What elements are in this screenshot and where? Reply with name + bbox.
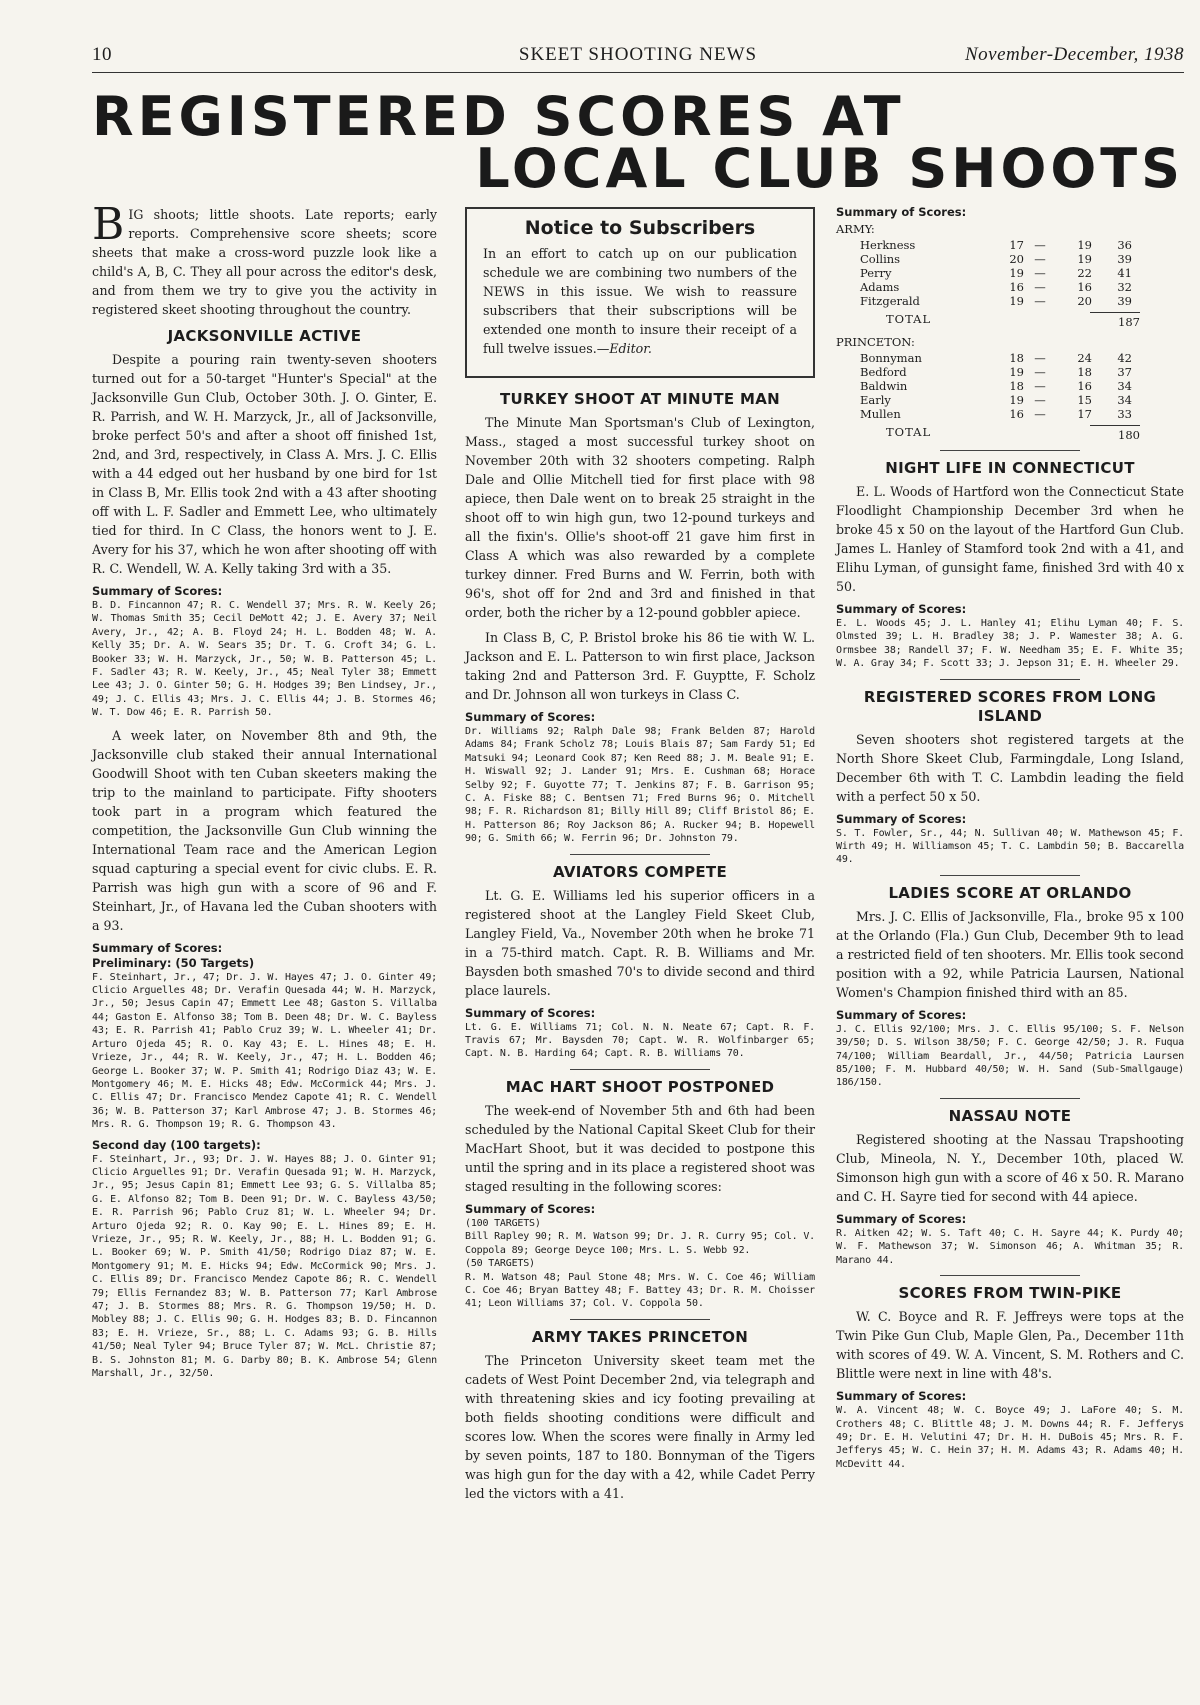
- second-score: 16: [1077, 379, 1092, 393]
- table-row: [836, 280, 1184, 294]
- notice-box: [465, 207, 815, 378]
- army-team-label: ARMY:: [836, 222, 875, 236]
- table-row: [836, 393, 1184, 407]
- section-divider: [940, 450, 1080, 451]
- jacksonville-summary-label: Summary of Scores:: [92, 584, 223, 598]
- turkey-p2: In Class B, C, P. Bristol broke his 86 tie with W. L. Jackson and E. L. Patterson to win first place, Jackson taking 2nd and Patterson 3rd. F. Guyptte, F. Scholz and Dr. Johnson all won turkeys in Class C.: [465, 630, 815, 702]
- headline-line-2: LOCAL CLUB SHOOTS: [475, 137, 1184, 200]
- dash: —: [1034, 379, 1046, 393]
- total-score: 39: [1117, 252, 1132, 266]
- army-summary-label: Summary of Scores:: [836, 205, 967, 219]
- night-summary: E. L. Woods 45; J. L. Hanley 41; Elihu Lyman 40; F. S. Olmsted 39; L. H. Bradley 38; J. P. Wamester 38; A. G. Ormsbee 38; Randell 37; F. W. Needham 35; E. F. White 35; W. A. Gray 34; F. Scott 33; J. Jepson 31; E. H. Wheeler 29.: [836, 618, 1184, 670]
- table-row: [836, 294, 1184, 308]
- total-score: 39: [1117, 294, 1132, 308]
- total-score: 33: [1117, 407, 1132, 421]
- jacksonville-p1: Despite a pouring rain twenty-seven shooters turned out for a 50-target "Hunter's Special" at the Jacksonville Gun Club, October 30th. J. O. Ginter, E. R. Parrish, and W. H. Marzyck, Jr., all of Jacksonville, broke perfect 50's and after a shoot off finished 1st, 2nd, and 3rd, respectively, in Class A. Mrs. J. C. Ellis with a 44 edged out her husband by one bird for 1st in Class B, Mr. Ellis took 2nd with a 43 after shooting off with L. F. Sadler and Emmett Lee, who ultimately tied for third. In C Class, the honors went to J. E. Avery for his 37, which he won after shooting off with R. C. Wendell, W. A. Kelly taking 3rd with a 35.: [92, 352, 437, 576]
- table-row: [836, 266, 1184, 280]
- turkey-summary-label: Summary of Scores:: [465, 710, 596, 724]
- machart-group1: Bill Rapley 90; R. M. Watson 99; Dr. J. R. Curry 95; Col. V. Coppola 89; George Deyce 100; Mrs. L. S. Webb 92.: [465, 1231, 815, 1256]
- machart-group2: R. M. Watson 48; Paul Stone 48; Mrs. W. C. Coe 46; William C. Coe 46; Bryan Battey 48; F. Battey 43; Dr. R. M. Choisser 41; Leon Williams 37; Col. V. Coppola 50.: [465, 1271, 815, 1310]
- aviators-heading: AVIATORS COMPETE: [553, 862, 727, 881]
- army-rows: [836, 238, 1184, 308]
- intro-paragraph: BIG shoots; little shoots. Late reports; early reports. Comprehensive score sheets; score sheets that make a cross-word puzzle look like a child's A, B, C. They all pour across the editor's desk, and from them we try to give you the activity in registered skeet shooting throughout the country.: [92, 199, 437, 317]
- machart-heading: MAC HART SHOOT POSTPONED: [505, 1077, 775, 1096]
- longisland-p1: Seven shooters shot registered targets at the North Shore Skeet Club, Farmingdale, Long Island, December 6th with T. C. Lambdin leading the field with a perfect 50 x 50.: [836, 731, 1184, 804]
- longisland-summary: S. T. Fowler, Sr., 44; N. Sullivan 40; W. Mathewson 45; F. Wirth 49; H. Williamson 45; T. C. Lambdin 50; B. Baccarella 49.: [836, 827, 1184, 866]
- drop-cap: B: [92, 199, 125, 250]
- total-score: 36: [1117, 238, 1132, 252]
- princeton-rows: [836, 351, 1184, 421]
- twinpike-summary: W. A. Vincent 48; W. C. Boyce 49; J. LaFore 40; S. M. Crothers 48; C. Blittle 48; J. M. Downs 44; R. F. Jefferys 49; Dr. E. H. Velutini 47; Dr. H. H. DuBois 45; Mrs. R. F. Jefferys 45; W. C. Hein 37; H. M. Adams 43; R. Adams 40; H. McDevitt 44.: [836, 1405, 1184, 1470]
- publication-name: SKEET SHOOTING NEWS: [518, 44, 758, 65]
- night-p1: E. L. Woods of Hartford won the Connecticut State Floodlight Championship December 3rd when he broke 45 x 50 on the layout of the Hartford Gun Club. James L. Hanley of Stamford took 2nd with a 41, and Elihu Lyman, of gunsight fame, finished 3rd with 40 x 50.: [836, 484, 1184, 594]
- dash: —: [1034, 280, 1046, 294]
- dash: —: [1034, 294, 1046, 308]
- column-2: [465, 205, 815, 1509]
- notice-title: Notice to Subscribers: [524, 217, 756, 239]
- aviators-summary-label: Summary of Scores:: [465, 1005, 596, 1020]
- shooter-name: Bonnyman: [860, 351, 922, 365]
- first-score: 18: [1009, 379, 1024, 393]
- table-row: [836, 379, 1184, 393]
- section-divider: [570, 1319, 710, 1320]
- jacksonville-heading: JACKSONVILLE ACTIVE: [167, 327, 362, 345]
- column-3: [836, 205, 1184, 1477]
- aviators-summary: Lt. G. E. Williams 71; Col. N. N. Neate 67; Capt. R. F. Travis 67; Mr. Baysden 70; Capt. W. R. Wolfinbarger 65; Capt. N. B. Harding 64; Capt. R. B. Williams 70.: [465, 1021, 815, 1060]
- table-row: [836, 238, 1184, 252]
- dash: —: [1034, 351, 1046, 365]
- army-princeton-table: [836, 222, 1184, 442]
- second-score: 18: [1077, 365, 1092, 379]
- turkey-summary: Dr. Williams 92; Ralph Dale 98; Frank Belden 87; Harold Adams 84; Frank Scholz 78; Louis Blais 87; Sam Fardy 51; Ed Matsuki 94; Leonard Cook 87; Ken Reed 88; J. M. Beale 91; E. H. Wiswall 92; J. Lander 91; Mrs. E. Cushman 68; Horace Selby 92; F. Guyotte 77; T. Jenkins 87; F. B. Garrison 95; C. A. Fiske 88; C. Bentsen 71; Fred Burns 96; O. Mitchell 98; F. R. Richardson 81; Billy Hill 89; Cliff Bristol 86; E. H. Patterson 86; Roy Jackson 86; A. Rucker 94; B. Hopewell 90; G. Smith 66; W. Ferrin 96; Dr. Johnston 79.: [465, 726, 815, 845]
- total-score: 34: [1117, 379, 1132, 393]
- total-score: 37: [1117, 365, 1132, 379]
- army-total: 187: [1090, 312, 1140, 329]
- first-score: 19: [1009, 365, 1024, 379]
- shooter-name: Mullen: [860, 407, 901, 421]
- jacksonville-p2: A week later, on November 8th and 9th, the Jacksonville club staked their annual International Goodwill Shoot with ten Cuban skeeters making the trip to the mainland to participate. Fifty shooters took part in a program which featured the competition, the Jacksonville Gun Club winning the International Team race and the American Legion squad capturing a special event for civic clubs. E. R. Parrish was high gun with a score of 96 and F. Steinhart, Jr., of Havana led the Cuban shooters with a 93.: [92, 727, 437, 933]
- dash: —: [1034, 393, 1046, 407]
- second-score: 19: [1077, 252, 1092, 266]
- turkey-heading: TURKEY SHOOT AT MINUTE MAN: [500, 390, 780, 408]
- dash: —: [1034, 266, 1046, 280]
- total-score: 34: [1117, 393, 1132, 407]
- ladies-summary: J. C. Ellis 92/100; Mrs. J. C. Ellis 95/100; S. F. Nelson 39/50; D. S. Wilson 38/50; F. C. George 42/50; J. R. Fuqua 74/100; William Beardall, Jr., 44/50; Patricia Laursen 85/100; F. M. Hubbard 40/50; W. H. Sand (Sub-Smallgauge) 186/150.: [836, 1023, 1184, 1089]
- second-day-label: Second day (100 targets):: [92, 1137, 261, 1152]
- table-row: [836, 351, 1184, 365]
- first-score: 16: [1009, 407, 1024, 421]
- section-divider: [940, 1275, 1080, 1276]
- section-divider: [940, 679, 1080, 680]
- notice-text: In an effort to catch up on our publication schedule we are combining two numbers of the NEWS in this issue. We wish to reassure subscribers that their subscriptions will be extended one month to insure their receipt of a full twelve issues.—Editor.: [483, 246, 797, 356]
- preliminary-scores: F. Steinhart, Jr., 47; Dr. J. W. Hayes 47; J. O. Ginter 49; Clicio Arguelles 48; Dr. Verafin Quesada 44; W. H. Marzyck, Jr., 50; Jesus Capin 47; Emmett Lee 48; Gaston S. Villalba 44; Gaston E. Alfonso 38; Tom B. Deen 48; Dr. W. C. Bayless 43; E. R. Parrish 41; Pablo Cruz 39; W. L. Wheeler 41; Dr. Arturo Ojeda 45; R. O. Kay 43; E. L. Hines 48; E. H. Vrieze, Jr., 44; R. W. Keely, Jr., 47; H. L. Bodden 46; George L. Booker 37; W. P. Smith 41; Rodrigo Diaz 43; W. E. Montgomery 46; M. E. Hicks 48; Edw. McCormick 44; Mrs. J. C. Ellis 47; Dr. Francisco Mendez Capote 41; R. C. Wendell 36; W. B. Patterson 37; Karl Ambrose 47; J. B. Stormes 46; Mrs. R. G. Thompson 19; R. G. Thompson 43.: [92, 971, 437, 1131]
- notice-sign: —Editor.: [596, 341, 652, 356]
- night-heading: NIGHT LIFE IN CONNECTICUT: [885, 459, 1135, 477]
- princeton-total-row: TOTAL 180: [886, 425, 1140, 442]
- army-p1: The Princeton University skeet team met the cadets of West Point December 2nd, via telegraph and with threatening skies and icy footing prevailing at both fields shooting conditions were difficult and scores low. When the scores were finally in Army led by seven points, 187 to 180. Bonnyman of the Tigers was high gun for the day with a 42, while Cadet Perry led the victors with a 41.: [465, 1352, 815, 1501]
- aviators-p1: Lt. G. E. Williams led his superior officers in a registered shoot at the Langley Field Skeet Club, Langley Field, Va., November 20th when he broke 71 in a 75-third match. Capt. R. B. Williams and Mr. Baysden both smashed 70's to divide second and third place laurels.: [465, 887, 815, 998]
- table-row: [836, 365, 1184, 379]
- longisland-summary-label: Summary of Scores:: [836, 811, 967, 826]
- nassau-summary: R. Aitken 42; W. S. Taft 40; C. H. Sayre 44; K. Purdy 40; W. F. Mathewson 37; W. Simonson 46; A. Whitman 35; R. Marano 44.: [836, 1227, 1184, 1266]
- jacksonville-summary: B. D. Fincannon 47; R. C. Wendell 37; Mrs. R. W. Keely 26; W. Thomas Smith 35; Cecil DeMott 42; J. E. Avery 37; Neil Avery, Jr., 42; A. B. Floyd 24; H. L. Bodden 48; W. A. Kelly 35; Dr. A. W. Sears 35; Dr. T. G. Croft 34; G. L. Booker 33; W. H. Marzyck, Jr., 50; W. B. Patterson 45; L. F. Sadler 43; R. W. Keely, Jr., 45; Neal Tyler 38; Emmett Lee 43; J. O. Ginter 50; G. H. Hodges 39; Ben Lindsey, Jr., 49; J. C. Ellis 43; Mrs. J. C. Ellis 44; J. B. Stormes 46; W. T. Dow 46; E. R. Parrish 50.: [92, 600, 437, 719]
- headline-line-1: REGISTERED SCORES AT: [92, 85, 905, 148]
- first-score: 17: [1009, 238, 1024, 252]
- page-number: 10: [92, 44, 112, 65]
- shooter-name: Fitzgerald: [860, 294, 920, 308]
- twinpike-p1: W. C. Boyce and R. F. Jeffreys were tops at the Twin Pike Gun Club, Maple Glen, Pa., December 11th with scores of 49. W. A. Vincent, S. M. Rothers and C. Blittle were next in line with 48's.: [836, 1309, 1184, 1382]
- machart-summary-label: Summary of Scores:: [465, 1201, 596, 1216]
- twinpike-summary-label: Summary of Scores:: [836, 1389, 967, 1404]
- second-score: 15: [1077, 393, 1092, 407]
- first-score: 19: [1009, 393, 1024, 407]
- second-score: 19: [1077, 238, 1092, 252]
- nassau-summary-label: Summary of Scores:: [836, 1211, 967, 1226]
- first-score: 20: [1009, 252, 1024, 266]
- issue-date: November-December, 1938: [965, 44, 1184, 65]
- machart-group1-label: (100 TARGETS): [465, 1217, 541, 1229]
- second-score: 17: [1077, 407, 1092, 421]
- dash: —: [1034, 365, 1046, 379]
- machart-group2-label: (50 TARGETS): [465, 1258, 535, 1270]
- section-divider: [570, 854, 710, 855]
- princeton-total: 180: [1090, 425, 1140, 442]
- header-rule: [92, 72, 1184, 73]
- night-summary-label: Summary of Scores:: [836, 602, 967, 616]
- table-row: [836, 252, 1184, 266]
- second-score: 24: [1077, 351, 1092, 365]
- goodwill-summary-label: Summary of Scores:: [92, 940, 223, 955]
- shooter-name: Adams: [860, 280, 900, 294]
- section-divider: [570, 1069, 710, 1070]
- shooter-name: Herkness: [860, 238, 916, 252]
- longisland-heading: REGISTERED SCORES FROM LONG ISLAND: [863, 687, 1157, 725]
- dash: —: [1034, 238, 1046, 252]
- section-divider: [940, 875, 1080, 876]
- first-score: 19: [1009, 266, 1024, 280]
- running-head: [92, 44, 1184, 70]
- turkey-p1: The Minute Man Sportsman's Club of Lexington, Mass., staged a most successful turkey shoot on November 20th with 32 shooters competing. Ralph Dale and Ollie Mitchell tied for first place with 98 apiece, then Dale went on to break 25 straight in the shoot off to win high gun, two 12-pound turkeys and all the fixin's. Ollie's shoot-off 21 gave him first in Class A which was also rewarded by a complete turkey dinner. Fred Burns and W. Ferrin, both with 96's, shot off for 2nd and 3rd and finished in that order, both the richer by a 12-pound gobbler apiece.: [465, 415, 815, 620]
- machart-p1: The week-end of November 5th and 6th had been scheduled by the National Capital Skeet Club for their MacHart Shoot, but it was decided to postpone this until the spring and in its place a registered shoot was staged resulting in the following scores:: [465, 1102, 815, 1194]
- twinpike-heading: SCORES FROM TWIN-PIKE: [898, 1284, 1122, 1303]
- first-score: 19: [1009, 294, 1024, 308]
- ladies-summary-label: Summary of Scores:: [836, 1007, 967, 1022]
- first-score: 16: [1009, 280, 1024, 294]
- total-score: 32: [1117, 280, 1132, 294]
- second-day-scores: F. Steinhart, Jr., 93; Dr. J. W. Hayes 88; J. O. Ginter 91; Clicio Arguelles 91; Dr. Verafin Quesada 91; W. H. Marzyck, Jr., 95; Jesus Capin 81; Emmett Lee 93; G. S. Villalba 85; G. E. Alfonso 82; Tom B. Deen 91; Dr. W. C. Bayless 43/50; E. R. Parrish 96; Pablo Cruz 81; W. L. Wheeler 94; Dr. Arturo Ojeda 92; R. O. Kay 90; E. L. Hines 89; E. H. Vrieze, Jr., 95; R. W. Keely, Jr., 88; H. L. Bodden 91; G. L. Booker 69; W. P. Smith 41/50; Rodrigo Diaz 87; W. E. Montgomery 91; M. E. Hicks 94; Edw. McCormick 90; Mrs. J. C. Ellis 89; Dr. Francisco Mendez Capote 86; R. C. Wendell 79; Ellis Fernandez 83; W. B. Patterson 77; Karl Ambrose 47; J. B. Stormes 88; Mrs. R. G. Thompson 19/50; H. D. Mobley 88; J. C. Ellis 90; G. H. Hodges 83; B. D. Fincannon 83; E. H. Vrieze, Sr., 88; L. C. Adams 93; G. B. Hills 41/50; Neal Tyler 94; Bruce Tyler 87; W. McL. Christie 87; B. S. Johnston 81; M. G. Darby 80; B. K. Ambrose 54; Glenn Marshall, Jr., 32/50.: [92, 1153, 437, 1380]
- nassau-heading: NASSAU NOTE: [948, 1106, 1072, 1125]
- dash: —: [1034, 407, 1046, 421]
- shooter-name: Baldwin: [860, 379, 908, 393]
- second-score: 16: [1077, 280, 1092, 294]
- column-1: [92, 199, 437, 1386]
- second-score: 20: [1077, 294, 1092, 308]
- section-divider: [940, 1098, 1080, 1099]
- ladies-heading: LADIES SCORE AT ORLANDO: [888, 883, 1132, 902]
- table-row: [836, 407, 1184, 421]
- nassau-p1: Registered shooting at the Nassau Trapshooting Club, Mineola, N. Y., December 10th, placed W. Simonson high gun with a score of 46 x 50. R. Marano and C. H. Sayre tied for second with 44 apiece.: [836, 1131, 1184, 1204]
- shooter-name: Perry: [860, 266, 892, 280]
- preliminary-label: Preliminary: (50 Targets): [92, 955, 255, 970]
- army-total-row: TOTAL 187: [886, 312, 1140, 329]
- first-score: 18: [1009, 351, 1024, 365]
- total-score: 41: [1117, 266, 1132, 280]
- shooter-name: Collins: [860, 252, 901, 266]
- second-score: 22: [1077, 266, 1092, 280]
- princeton-team-label: PRINCETON:: [836, 335, 915, 349]
- shooter-name: Bedford: [860, 365, 907, 379]
- army-heading: ARMY TAKES PRINCETON: [531, 1327, 749, 1346]
- total-score: 42: [1117, 351, 1132, 365]
- dash: —: [1034, 252, 1046, 266]
- ladies-p1: Mrs. J. C. Ellis of Jacksonville, Fla., broke 95 x 100 at the Orlando (Fla.) Gun Club, December 9th to lead a restricted field of ten shooters. Mr. Ellis took second position with a 92, while Patricia Laursen, National Women's Champion finished third with an 85.: [836, 908, 1184, 1000]
- shooter-name: Early: [860, 393, 891, 407]
